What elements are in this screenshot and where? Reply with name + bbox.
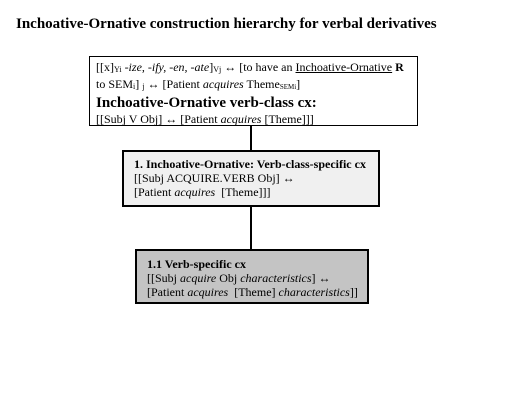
- bold-r: R: [395, 60, 404, 74]
- box3-acquire: acquire: [180, 271, 217, 285]
- form-meaning-line-2: [96, 77, 411, 94]
- arrow-text-2: ↔ [Patient: [144, 77, 203, 91]
- verb-class-schema: [96, 112, 411, 126]
- box3-line2-pre: [[Subj: [147, 271, 180, 285]
- box2-heading-text: 1. Inchoative-Ornative: Verb-class-specific cx: [134, 157, 366, 171]
- box2-line3-pre: [Patient: [134, 185, 175, 199]
- acquires-italic: acquires: [202, 77, 244, 91]
- box2-heading: [134, 157, 368, 171]
- subscript-semi: SEMi: [279, 83, 297, 91]
- box3-line3-pre: [Patient: [147, 285, 188, 299]
- subscript-vj: Vj: [213, 65, 222, 74]
- arrow-text-1: ↔ [to have an: [221, 60, 296, 74]
- verb-class-specific-box: [122, 150, 380, 207]
- bracket-end-text: ]: [296, 77, 301, 91]
- subscript-i: i: [133, 82, 136, 91]
- form-close-text: ]: [209, 60, 214, 74]
- box3-line-3: [147, 285, 357, 299]
- to-sem-text: to SEM: [96, 77, 134, 91]
- schema-acquires: acquires: [220, 112, 262, 126]
- theme-text: Theme: [243, 77, 280, 91]
- verb-specific-box: [135, 249, 369, 304]
- verb-class-heading: Inchoative-Ornative verb-class cx:: [96, 95, 317, 111]
- box2-line-3: [134, 185, 368, 199]
- connector-line-1: [250, 126, 252, 150]
- connector-line-2: [250, 207, 252, 249]
- underlined-term: Inchoative-Ornative: [295, 60, 393, 74]
- box3-line2-post: ] ↔: [311, 271, 331, 285]
- box3-acquires: acquires: [187, 285, 229, 299]
- subscript-j: j: [142, 82, 145, 91]
- box3-characteristics-2: characteristics: [278, 285, 350, 299]
- box3-line3-post: ]]: [349, 285, 358, 299]
- schema-end-text: [Theme]]]: [261, 112, 314, 126]
- box2-line3-post: [Theme]]]: [215, 185, 271, 199]
- subscript-yi: Yi: [114, 65, 122, 74]
- page-title: Inchoative-Ornative construction hierarchy for verbal derivatives: [16, 16, 437, 32]
- close-j-text: ]: [135, 77, 143, 91]
- box3-heading-text: 1.1 Verb-specific cx: [147, 257, 246, 271]
- form-meaning-line-1: [96, 60, 411, 77]
- suffix-list: -ize, -ify, -en, -ate: [121, 60, 210, 74]
- box3-line2-mid: Obj: [216, 271, 241, 285]
- box2-line-2: [[Subj ACQUIRE.VERB Obj] ↔: [134, 171, 295, 185]
- box3-line-2: [147, 271, 357, 285]
- box3-characteristics-1: characteristics: [240, 271, 312, 285]
- box3-line3-mid: [Theme]: [228, 285, 279, 299]
- form-open-text: [[x]: [96, 60, 114, 74]
- box2-acquires: acquires: [174, 185, 216, 199]
- schema-text: [[Subj V Obj] ↔ [Patient: [96, 112, 221, 126]
- box3-heading: [147, 257, 357, 271]
- general-construction-box: [89, 56, 418, 126]
